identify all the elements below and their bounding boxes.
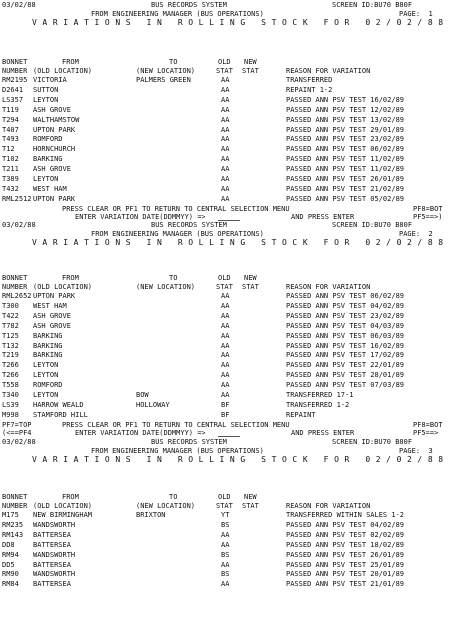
old-location-cell: ASH GROVE	[33, 321, 71, 330]
old-location-cell: WALTHAMSTOW	[33, 115, 80, 124]
column-header-row-1: BONNET FROM TO OLD NEW	[2, 274, 257, 282]
reason-cell: PASSED ANN PSV TEST 18/02/89	[286, 540, 405, 549]
system-name: BUS RECORDS SYSTEM	[151, 438, 227, 446]
reason-cell: PASSED ANN PSV TEST 11/02/89	[286, 165, 405, 174]
bonnet-number-cell: RML2652	[2, 292, 32, 300]
table-row	[0, 185, 465, 194]
page-title: VARIATIONS IN ROLLING STOCK FOR 02/02/88	[32, 455, 449, 464]
bonnet-number-cell: T493	[2, 135, 19, 144]
pf5-key[interactable]: PF5==>	[413, 429, 439, 437]
bonnet-number-cell: T12	[2, 145, 15, 154]
table-row	[0, 342, 465, 351]
reason-cell: PASSED ANN PSV TEST 21/01/89	[286, 580, 405, 589]
table-row	[0, 531, 465, 540]
reason-cell: PASSED ANN PSV TEST 04/03/89	[286, 321, 405, 330]
table-row	[0, 135, 465, 144]
screen-id: SCREEN ID:BU70 B80F	[332, 438, 413, 446]
reason-cell: PASSED ANN PSV TEST 17/02/89	[286, 351, 405, 360]
table-row	[0, 175, 465, 184]
table-row	[0, 96, 465, 105]
old-stat-cell: BS	[221, 570, 230, 579]
screen-id: SCREEN ID:BU70 B80F	[332, 1, 413, 9]
from-line: FROM ENGINEERING MANAGER (BUS OPERATIONS)	[91, 447, 264, 455]
bonnet-number-cell: RM143	[2, 530, 24, 539]
from-line: FROM ENGINEERING MANAGER (BUS OPERATIONS)	[91, 230, 264, 238]
bonnet-number-cell: M175	[2, 511, 19, 519]
reason-cell: PASSED ANN PSV TEST 22/01/89	[286, 361, 405, 370]
reason-cell: PASSED ANN PSV TEST 07/03/89	[286, 381, 405, 390]
pf4-key[interactable]: (<==PF4	[2, 429, 32, 437]
old-stat-cell: AA	[221, 165, 230, 174]
table-row	[0, 551, 465, 560]
screen-date: 03/02/88	[2, 1, 36, 9]
pf8-key[interactable]: PF8=BOT	[413, 205, 443, 213]
reason-cell: PASSED ANN PSV TEST 05/02/89	[286, 194, 405, 203]
system-name: BUS RECORDS SYSTEM	[151, 1, 227, 9]
old-stat-cell: AA	[221, 351, 230, 360]
bonnet-number-cell: T294	[2, 115, 19, 124]
table-row	[0, 580, 465, 589]
old-location-cell: UPTON PARK	[33, 125, 76, 134]
old-location-cell: SUTTON	[33, 85, 59, 94]
page-number: PAGE: 2	[399, 230, 433, 238]
table-row	[0, 195, 465, 204]
reason-cell: PASSED ANN PSV TEST 29/01/89	[286, 125, 405, 134]
reason-cell: PASSED ANN PSV TEST 23/02/89	[286, 311, 405, 320]
table-row	[0, 165, 465, 174]
old-location-cell: ASH GROVE	[33, 311, 71, 320]
column-header-row-2: NUMBER (OLD LOCATION) (NEW LOCATION) STAT STAT REASON FOR VARIATION	[2, 67, 371, 75]
page-title: VARIATIONS IN ROLLING STOCK FOR 02/02/88	[32, 238, 449, 247]
old-location-cell: WANDSWORTH	[33, 550, 76, 559]
old-location-cell: STAMFORD HILL	[33, 410, 88, 419]
old-stat-cell: AA	[221, 391, 230, 399]
bonnet-number-cell: LS39	[2, 400, 19, 409]
old-location-cell: LEYTON	[33, 361, 59, 370]
table-row	[0, 411, 465, 420]
table-row	[0, 86, 465, 95]
screen-page-1	[0, 1, 465, 221]
table-row	[0, 106, 465, 115]
new-location-cell: BOW	[136, 391, 149, 399]
bonnet-number-cell: RM94	[2, 550, 19, 559]
table-row	[0, 521, 465, 530]
reason-cell: PASSED ANN PSV TEST 02/02/89	[286, 530, 405, 539]
column-header-row-2: NUMBER (OLD LOCATION) (NEW LOCATION) STAT STAT REASON FOR VARIATION	[2, 283, 371, 291]
table-row	[0, 76, 465, 85]
table-row	[0, 145, 465, 154]
bonnet-number-cell: D2641	[2, 85, 24, 94]
reason-cell: PASSED ANN PSV TEST 12/02/89	[286, 105, 405, 114]
reason-cell: TRANSFERRED 1-2	[286, 400, 350, 409]
bonnet-number-cell: T119	[2, 105, 19, 114]
bonnet-number-cell: LS357	[2, 95, 24, 104]
column-header-row-2: NUMBER (OLD LOCATION) (NEW LOCATION) STAT STAT REASON FOR VARIATION	[2, 502, 371, 510]
table-row	[0, 381, 465, 390]
reason-cell: REPAINT	[286, 410, 316, 419]
new-location-cell: HOLLOWAY	[136, 400, 170, 409]
old-location-cell: ASH GROVE	[33, 105, 71, 114]
old-stat-cell: BF	[221, 400, 230, 409]
old-stat-cell: AA	[221, 105, 230, 114]
pf7-key[interactable]: PF7=TOP	[2, 421, 32, 429]
table-row	[0, 302, 465, 311]
old-stat-cell: AA	[221, 76, 230, 84]
old-stat-cell: AA	[221, 125, 230, 134]
old-location-cell: LEYTON	[33, 175, 59, 183]
table-row	[0, 401, 465, 410]
old-location-cell: LEYTON	[33, 95, 59, 104]
table-row	[0, 155, 465, 164]
old-location-cell: LEYTON	[33, 391, 59, 399]
reason-cell: PASSED ANN PSV TEST 04/02/89	[286, 301, 405, 310]
bonnet-number-cell: T422	[2, 311, 19, 320]
variation-date-input[interactable]	[218, 429, 240, 437]
table-row	[0, 391, 465, 400]
old-stat-cell: AA	[221, 175, 230, 183]
old-location-cell: BATTERSEA	[33, 540, 71, 549]
reason-cell: REPAINT 1-2	[286, 85, 333, 94]
old-stat-cell: AA	[221, 371, 230, 380]
reason-cell: PASSED ANN PSV TEST 11/02/89	[286, 155, 405, 164]
old-location-cell: HORNCHURCH	[33, 145, 76, 154]
old-location-cell: WEST HAM	[33, 184, 67, 193]
table-row	[0, 116, 465, 125]
table-row	[0, 292, 465, 301]
bonnet-number-cell: RM2195	[2, 76, 28, 84]
table-row	[0, 561, 465, 570]
new-location-cell: PALMERS GREEN	[136, 76, 191, 84]
reason-cell: TRANSFERRED 17-1	[286, 391, 354, 399]
bonnet-number-cell: T558	[2, 381, 19, 390]
footer-row-2: (<==PF4 ENTER VARIATION DATE(DDMMYY) => AND PRESS ENTER PF5==>	[2, 429, 439, 437]
bonnet-number-cell: T300	[2, 301, 19, 310]
old-stat-cell: AA	[221, 331, 230, 340]
old-stat-cell: AA	[221, 155, 230, 164]
old-stat-cell: BS	[221, 520, 230, 529]
old-stat-cell: AA	[221, 530, 230, 539]
old-stat-cell: AA	[221, 341, 230, 350]
screen-page-3	[0, 438, 465, 638]
bonnet-number-cell: DD5	[2, 560, 15, 569]
reason-cell: PASSED ANN PSV TEST 16/02/89	[286, 341, 405, 350]
old-location-cell: UPTON PARK	[33, 292, 76, 300]
system-header-row	[0, 438, 465, 447]
reason-cell: TRANSFERRED WITHIN SALES 1-2	[286, 511, 405, 519]
reason-cell: PASSED ANN PSV TEST 13/02/89	[286, 115, 405, 124]
bonnet-number-cell: RM235	[2, 520, 24, 529]
bonnet-number-cell: T102	[2, 155, 19, 164]
variation-date-input[interactable]	[218, 213, 240, 221]
old-stat-cell: AA	[221, 361, 230, 370]
old-stat-cell: AA	[221, 145, 230, 154]
old-stat-cell: AA	[221, 580, 230, 589]
bonnet-number-cell: RM90	[2, 570, 19, 579]
bonnet-number-cell: T432	[2, 184, 19, 193]
table-row	[0, 351, 465, 360]
old-stat-cell: AA	[221, 194, 230, 203]
table-row	[0, 332, 465, 341]
column-header-row-1: BONNET FROM TO OLD NEW	[2, 493, 257, 501]
old-stat-cell: AA	[221, 85, 230, 94]
old-location-cell: ASH GROVE	[33, 165, 71, 174]
page-title: VARIATIONS IN ROLLING STOCK FOR 02/02/88	[32, 18, 449, 27]
screen-page-2	[0, 221, 465, 446]
old-stat-cell: AA	[221, 540, 230, 549]
system-name: BUS RECORDS SYSTEM	[151, 221, 227, 229]
bonnet-number-cell: T266	[2, 361, 19, 370]
old-stat-cell: AA	[221, 321, 230, 330]
reason-cell: PASSED ANN PSV TEST 04/02/89	[286, 520, 405, 529]
footer-row-1: PF7=TOP PRESS CLEAR OR PF1 TO RETURN TO CENTRAL SELECTION MENU PF8=BOT	[2, 421, 443, 429]
reason-cell: PASSED ANN PSV TEST 06/03/89	[286, 331, 405, 340]
table-row	[0, 361, 465, 370]
reason-cell: PASSED ANN PSV TEST 23/02/89	[286, 135, 405, 144]
old-stat-cell: AA	[221, 115, 230, 124]
old-stat-cell: AA	[221, 135, 230, 144]
system-header-row	[0, 1, 465, 10]
new-location-cell: BRIXTON	[136, 511, 166, 519]
bonnet-number-cell: M998	[2, 410, 19, 419]
reason-cell: PASSED ANN PSV TEST 26/01/89	[286, 175, 405, 183]
table-row	[0, 126, 465, 135]
reason-cell: PASSED ANN PSV TEST 20/01/89	[286, 570, 405, 579]
bonnet-number-cell: T407	[2, 125, 19, 134]
system-header-row	[0, 221, 465, 230]
old-location-cell: WANDSWORTH	[33, 520, 76, 529]
screen-date: 03/02/88	[2, 221, 36, 229]
bonnet-number-cell: T266	[2, 371, 19, 380]
bonnet-number-cell: T125	[2, 331, 19, 340]
page-number: PAGE: 3	[399, 447, 433, 455]
table-row	[0, 312, 465, 321]
reason-cell: PASSED ANN PSV TEST 06/02/89	[286, 292, 405, 300]
bonnet-number-cell: T389	[2, 175, 19, 183]
old-location-cell: BATTERSEA	[33, 560, 71, 569]
table-row	[0, 541, 465, 550]
bonnet-number-cell: T782	[2, 321, 19, 330]
bonnet-number-cell: DD8	[2, 540, 15, 549]
old-stat-cell: AA	[221, 311, 230, 320]
old-stat-cell: AA	[221, 292, 230, 300]
table-row	[0, 322, 465, 331]
from-line: FROM ENGINEERING MANAGER (BUS OPERATIONS)	[91, 10, 264, 18]
footer-row-1: PRESS CLEAR OR PF1 TO RETURN TO CENTRAL SELECTION MENU PF8=BOT	[62, 205, 443, 213]
bonnet-number-cell: T340	[2, 391, 19, 399]
old-location-cell: ROMFORD	[33, 135, 63, 144]
old-location-cell: BARKING	[33, 155, 63, 164]
reason-cell: PASSED ANN PSV TEST 28/01/89	[286, 371, 405, 380]
old-stat-cell: BS	[221, 550, 230, 559]
bonnet-number-cell: RML2512	[2, 194, 32, 203]
column-header-row-1: BONNET FROM TO OLD NEW	[2, 58, 257, 66]
bonnet-number-cell: T219	[2, 351, 19, 360]
table-row	[0, 511, 465, 520]
old-location-cell: BARKING	[33, 351, 63, 360]
screen-id: SCREEN ID:BU70 B80F	[332, 221, 413, 229]
old-location-cell: NEW BIRMINGHAM	[33, 511, 93, 519]
old-stat-cell: BF	[221, 410, 230, 419]
reason-cell: PASSED ANN PSV TEST 26/01/89	[286, 550, 405, 559]
old-stat-cell: AA	[221, 184, 230, 193]
reason-cell: TRANSFERRED	[286, 76, 333, 84]
old-stat-cell: YT	[221, 511, 230, 519]
old-location-cell: BATTERSEA	[33, 580, 71, 589]
page-number: PAGE: 1	[399, 10, 433, 18]
table-row	[0, 371, 465, 380]
bonnet-number-cell: T132	[2, 341, 19, 350]
reason-cell: PASSED ANN PSV TEST 21/02/89	[286, 184, 405, 193]
bonnet-number-cell: RM84	[2, 580, 19, 589]
old-stat-cell: AA	[221, 95, 230, 104]
screen-date: 03/02/88	[2, 438, 36, 446]
reason-cell: PASSED ANN PSV TEST 06/02/89	[286, 145, 405, 154]
old-location-cell: VICTORIA	[33, 76, 67, 84]
old-location-cell: WANDSWORTH	[33, 570, 76, 579]
old-location-cell: BARKING	[33, 331, 63, 340]
reason-cell: PASSED ANN PSV TEST 25/01/89	[286, 560, 405, 569]
pf5-key[interactable]: PF5==>)	[413, 213, 443, 221]
old-stat-cell: AA	[221, 301, 230, 310]
old-location-cell: UPTON PARK	[33, 194, 76, 203]
footer-row-2: ENTER VARIATION DATE(DDMMYY) => AND PRESS ENTER PF5==>)	[75, 213, 443, 221]
old-stat-cell: AA	[221, 560, 230, 569]
old-location-cell: BATTERSEA	[33, 530, 71, 539]
old-location-cell: WEST HAM	[33, 301, 67, 310]
old-location-cell: LEYTON	[33, 371, 59, 380]
table-row	[0, 570, 465, 579]
pf8-key[interactable]: PF8=BOT	[413, 421, 443, 429]
old-location-cell: HARROW WEALD	[33, 400, 84, 409]
old-stat-cell: AA	[221, 381, 230, 390]
bonnet-number-cell: T211	[2, 165, 19, 174]
old-location-cell: ROMFORD	[33, 381, 63, 390]
old-location-cell: BARKING	[33, 341, 63, 350]
reason-cell: PASSED ANN PSV TEST 16/02/89	[286, 95, 405, 104]
